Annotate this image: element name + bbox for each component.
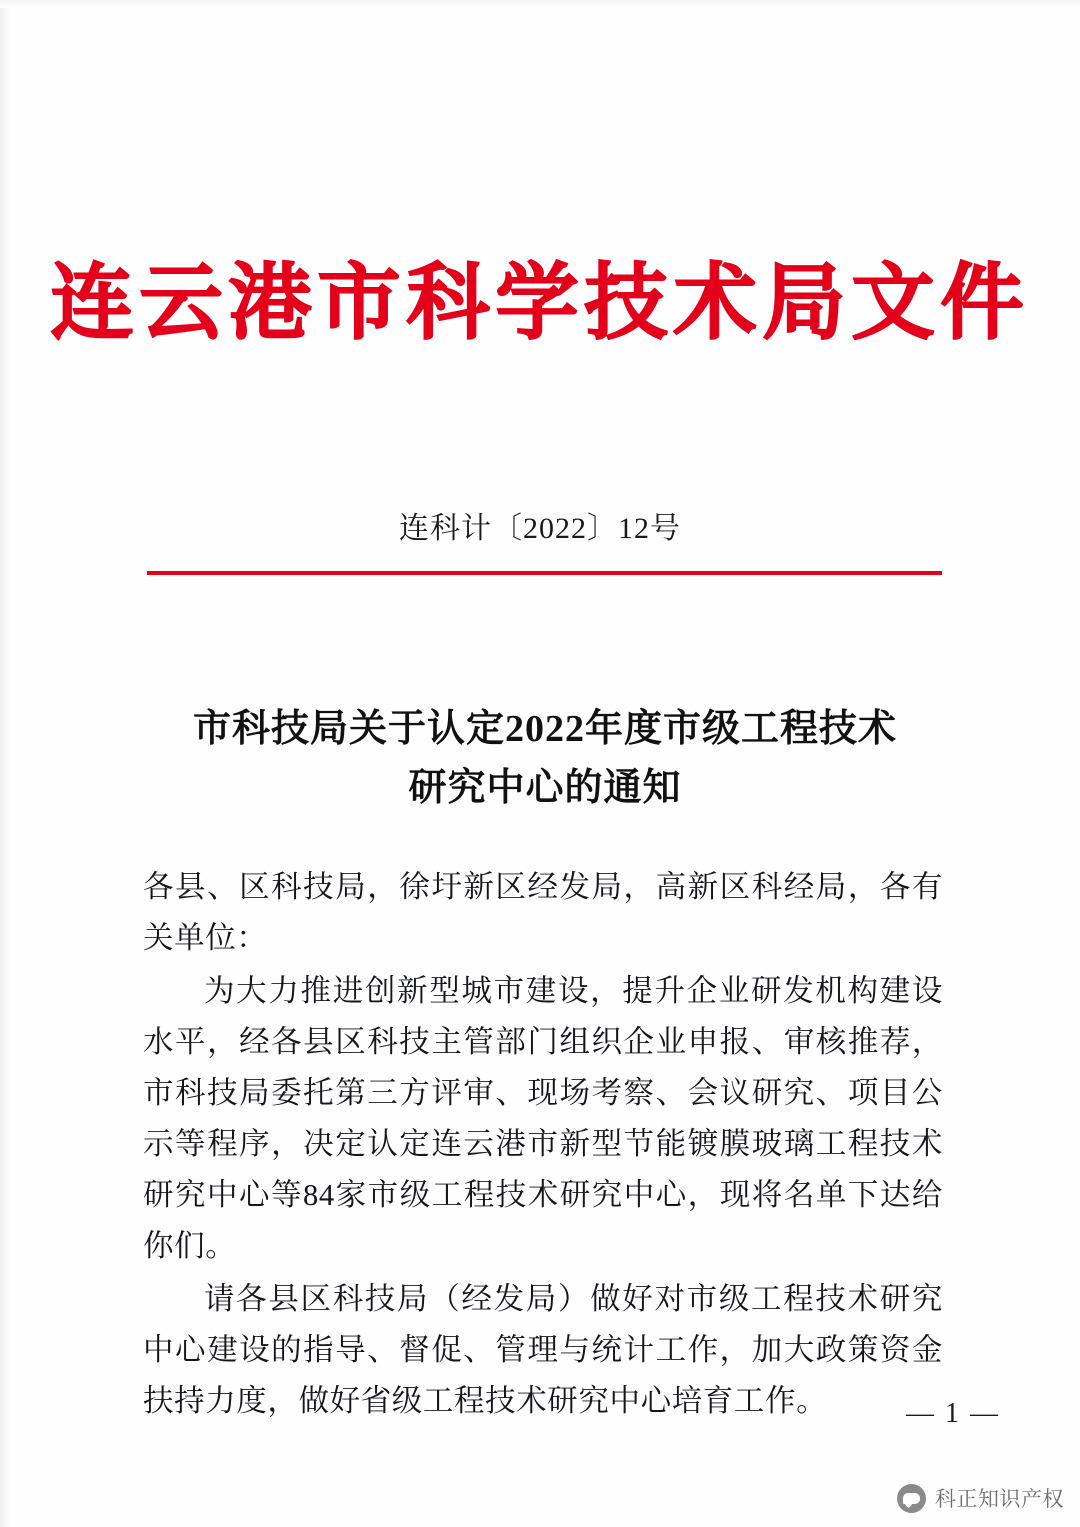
page-title-line-2: 研究中心的通知 — [408, 766, 682, 809]
watermark-label: 科正知识产权 — [935, 1488, 1064, 1511]
page-number: — 1 — — [906, 1398, 1000, 1429]
document-masthead: 连云港市科学技术局文件 — [50, 257, 1030, 349]
page-title-line-1: 市科技局关于认定2022年度市级工程技术 — [192, 708, 897, 750]
wechat-icon — [897, 1484, 926, 1513]
body-paragraph-2: 请各县区科技局（经发局）做好对市级工程技术研究中心建设的指导、督促、管理与统计工作，加大政策资金扶持力度，做好省级工程技术研究中心培育工作。 — [143, 1282, 943, 1418]
scan-edge-left — [0, 0, 10, 1527]
page-title — [150, 700, 940, 818]
scan-edge-top — [0, 0, 1080, 8]
body-paragraph-1: 为大力推进创新型城市建设，提升企业研发机构建设水平，经各县区科技主管部门组织企业申报、审核推荐，市科技局委托第三方评审、现场考察、会议研究、项目公示等程序，决定认定连云港市新型节能镀膜玻璃工程技术研究中心等84家市级工程技术研究中心，现将名单下达给你们。 — [143, 974, 943, 1263]
body-paragraph-salutation: 各县、区科技局，徐圩新区经发局，高新区科经局，各有关单位： — [143, 870, 943, 955]
red-separator-rule — [147, 571, 942, 575]
watermark-badge — [897, 1483, 1064, 1513]
document-body — [143, 862, 943, 1429]
document-number: 连科计〔2022〕12号 — [399, 512, 681, 545]
